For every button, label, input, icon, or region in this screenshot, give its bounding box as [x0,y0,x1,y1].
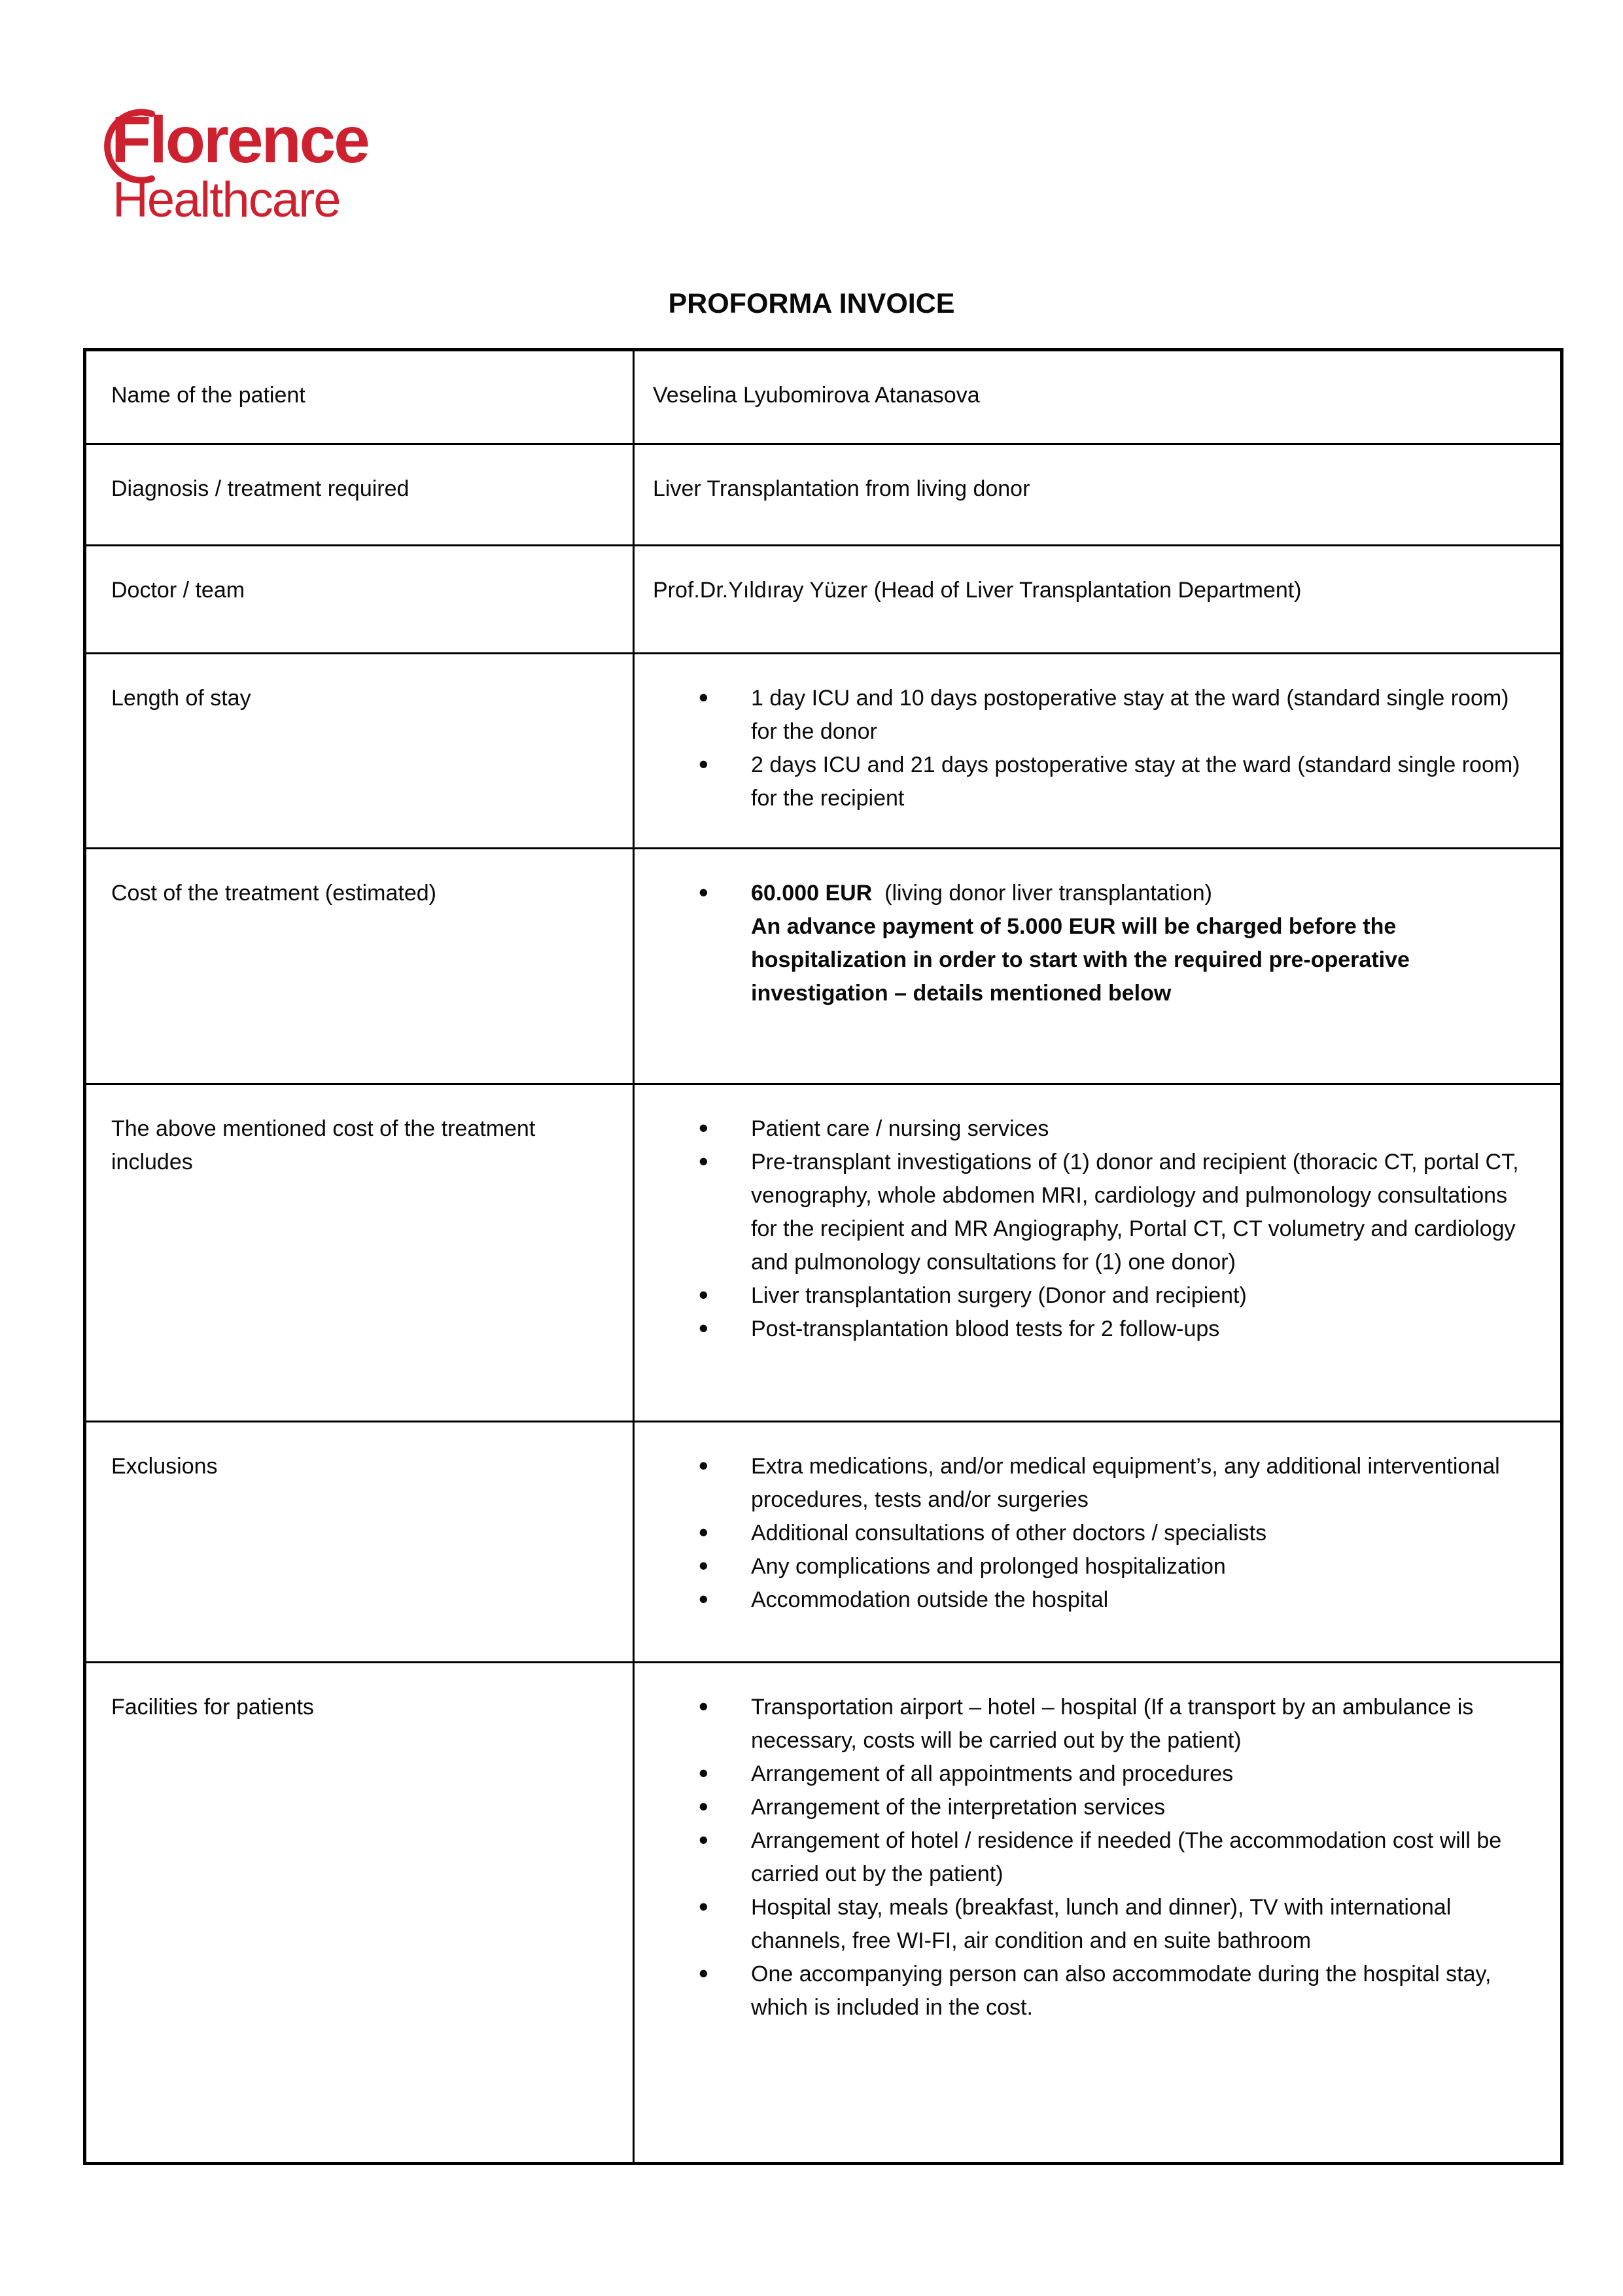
row-content [635,445,1560,544]
table-row [86,546,1560,654]
bullet-item: • Additional consultations of other doctors / specialists [751,1517,1534,1550]
table-row [86,1422,1560,1663]
table-row [86,351,1560,445]
bullet-list [653,877,1534,1010]
bullet-item: • 2 days ICU and 21 days postoperative stay at the ward (standard single room) for the recipient [751,749,1534,815]
bullet-item: • Hospital stay, meals (breakfast, lunch and dinner), TV with international channels, free WI-FI, air condition and en suite bathroom [751,1891,1534,1958]
bullet-item: • Accommodation outside the hospital [751,1583,1534,1617]
page-title: PROFORMA INVOICE [668,288,955,319]
bullet-item: • 1 day ICU and 10 days postoperative stay at the ward (standard single room) for the donor [751,682,1534,749]
bullet-item: • Post-transplantation blood tests for 2 follow-ups [751,1313,1534,1346]
row-content [635,1663,1560,2162]
table-row [86,1085,1560,1422]
row-content [635,351,1560,443]
row-content [635,546,1560,652]
row-label: Cost of the treatment (estimated) [86,849,635,1083]
table-row [86,654,1560,849]
bullet-item [751,877,1534,1010]
bullet-item: • Any complications and prolonged hospitalization [751,1550,1534,1583]
row-content [635,849,1560,1083]
row-content [635,1422,1560,1661]
bullet-list [653,1112,1534,1346]
bullet-item: • Extra medications, and/or medical equipment’s, any additional interventional procedures, tests and/or surgeries [751,1450,1534,1517]
row-label: Exclusions [86,1422,635,1661]
text-segment: (living donor liver transplantation) [872,881,1212,906]
bullet-item: • One accompanying person can also accommodate during the hospital stay, which is included in the cost. [751,1958,1534,2024]
invoice-table [83,348,1563,2165]
row-label: Length of stay [86,654,635,847]
logo-sub-text: Healthcare [113,172,340,228]
bullet-list [653,1691,1534,2024]
table-row [86,1663,1560,2162]
row-value: Veselina Lyubomirova Atanasova [653,383,980,408]
bold-text-segment: 60.000 EUR [751,881,873,906]
row-label: Doctor / team [86,546,635,652]
bullet-item: • Arrangement of the interpretation services [751,1791,1534,1824]
bullet-item: • Arrangement of hotel / residence if needed (The accommodation cost will be carried out by the patient) [751,1824,1534,1891]
bullet-list [653,682,1534,815]
bullet-item: • Pre-transplant investigations of (1) donor and recipient (thoracic CT, portal CT, venography, whole abdomen MRI, cardiology and pulmonology consultations for the recipient and MR Angiography, Portal CT, CT volumetry and cardiology and pulmonology consultations for (1) one donor) [751,1146,1534,1279]
row-label: Diagnosis / treatment required [86,445,635,544]
bullet-item: • Patient care / nursing services [751,1112,1534,1146]
table-row [86,445,1560,546]
table-row [86,849,1560,1085]
bullet-list [653,1450,1534,1617]
bullet-item: • Arrangement of all appointments and procedures [751,1757,1534,1791]
row-label: The above mentioned cost of the treatment includes [86,1085,635,1421]
row-label: Name of the patient [86,351,635,443]
row-value: Prof.Dr.Yıldıray Yüzer (Head of Liver Transplantation Department) [653,578,1302,603]
logo-brand-text: Florence [111,103,368,177]
row-label: Facilities for patients [86,1663,635,2162]
row-value: Liver Transplantation from living donor [653,476,1030,501]
bullet-item: • Transportation airport – hotel – hospital (If a transport by an ambulance is necessary, costs will be carried out by the patient) [751,1691,1534,1757]
logo [97,92,489,249]
bullet-item: • Liver transplantation surgery (Donor and recipient) [751,1279,1534,1313]
row-content [635,1085,1560,1421]
row-content [635,654,1560,847]
bold-text-segment: An advance payment of 5.000 EUR will be charged before the hospitalization in order to start with the required pre-operative investigation – details mentioned below [751,914,1410,1006]
